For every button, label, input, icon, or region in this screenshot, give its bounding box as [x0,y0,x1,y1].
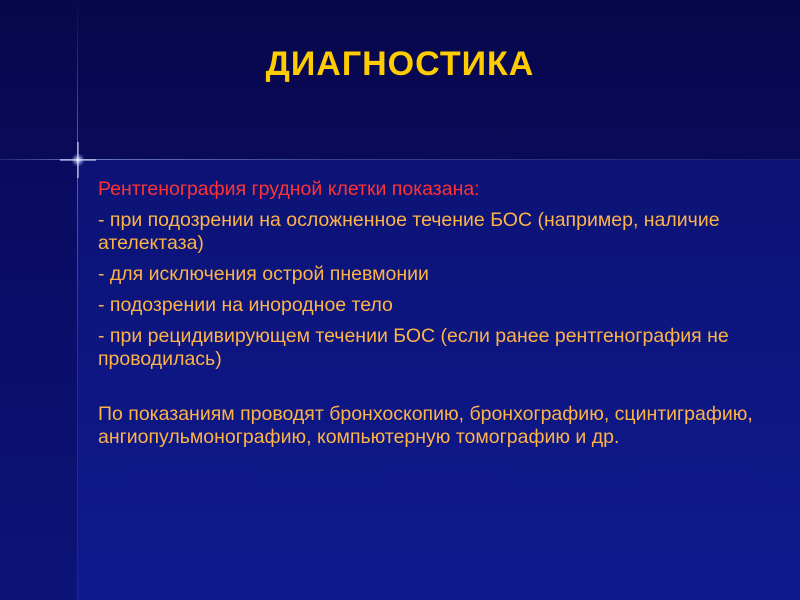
horizontal-divider [0,159,800,160]
vertical-divider [77,0,78,600]
slide-body [98,178,758,449]
list-item: - подозрении на инородное тело [98,294,393,316]
paragraph-gap [98,379,758,403]
list-item: - для исключения острой пневмонии [98,263,429,285]
list-item: - при рецидивирующем течении БОС (если ранее рентгенография не проводилась) [98,325,729,370]
list-item: - при подозрении на осложненное течение БОС (например, наличие ателектаза) [98,209,720,254]
closing-text: По показаниям проводят бронхоскопию, бронхографию, сцинтиграфию, ангиопульмонографию, компьютерную томографию и др. [98,403,753,448]
left-strip [0,160,78,600]
slide-title: ДИАГНОСТИКА [265,45,535,83]
intro-text: Рентгенография грудной клетки показана: [98,178,480,200]
sparkle-icon [60,142,96,178]
